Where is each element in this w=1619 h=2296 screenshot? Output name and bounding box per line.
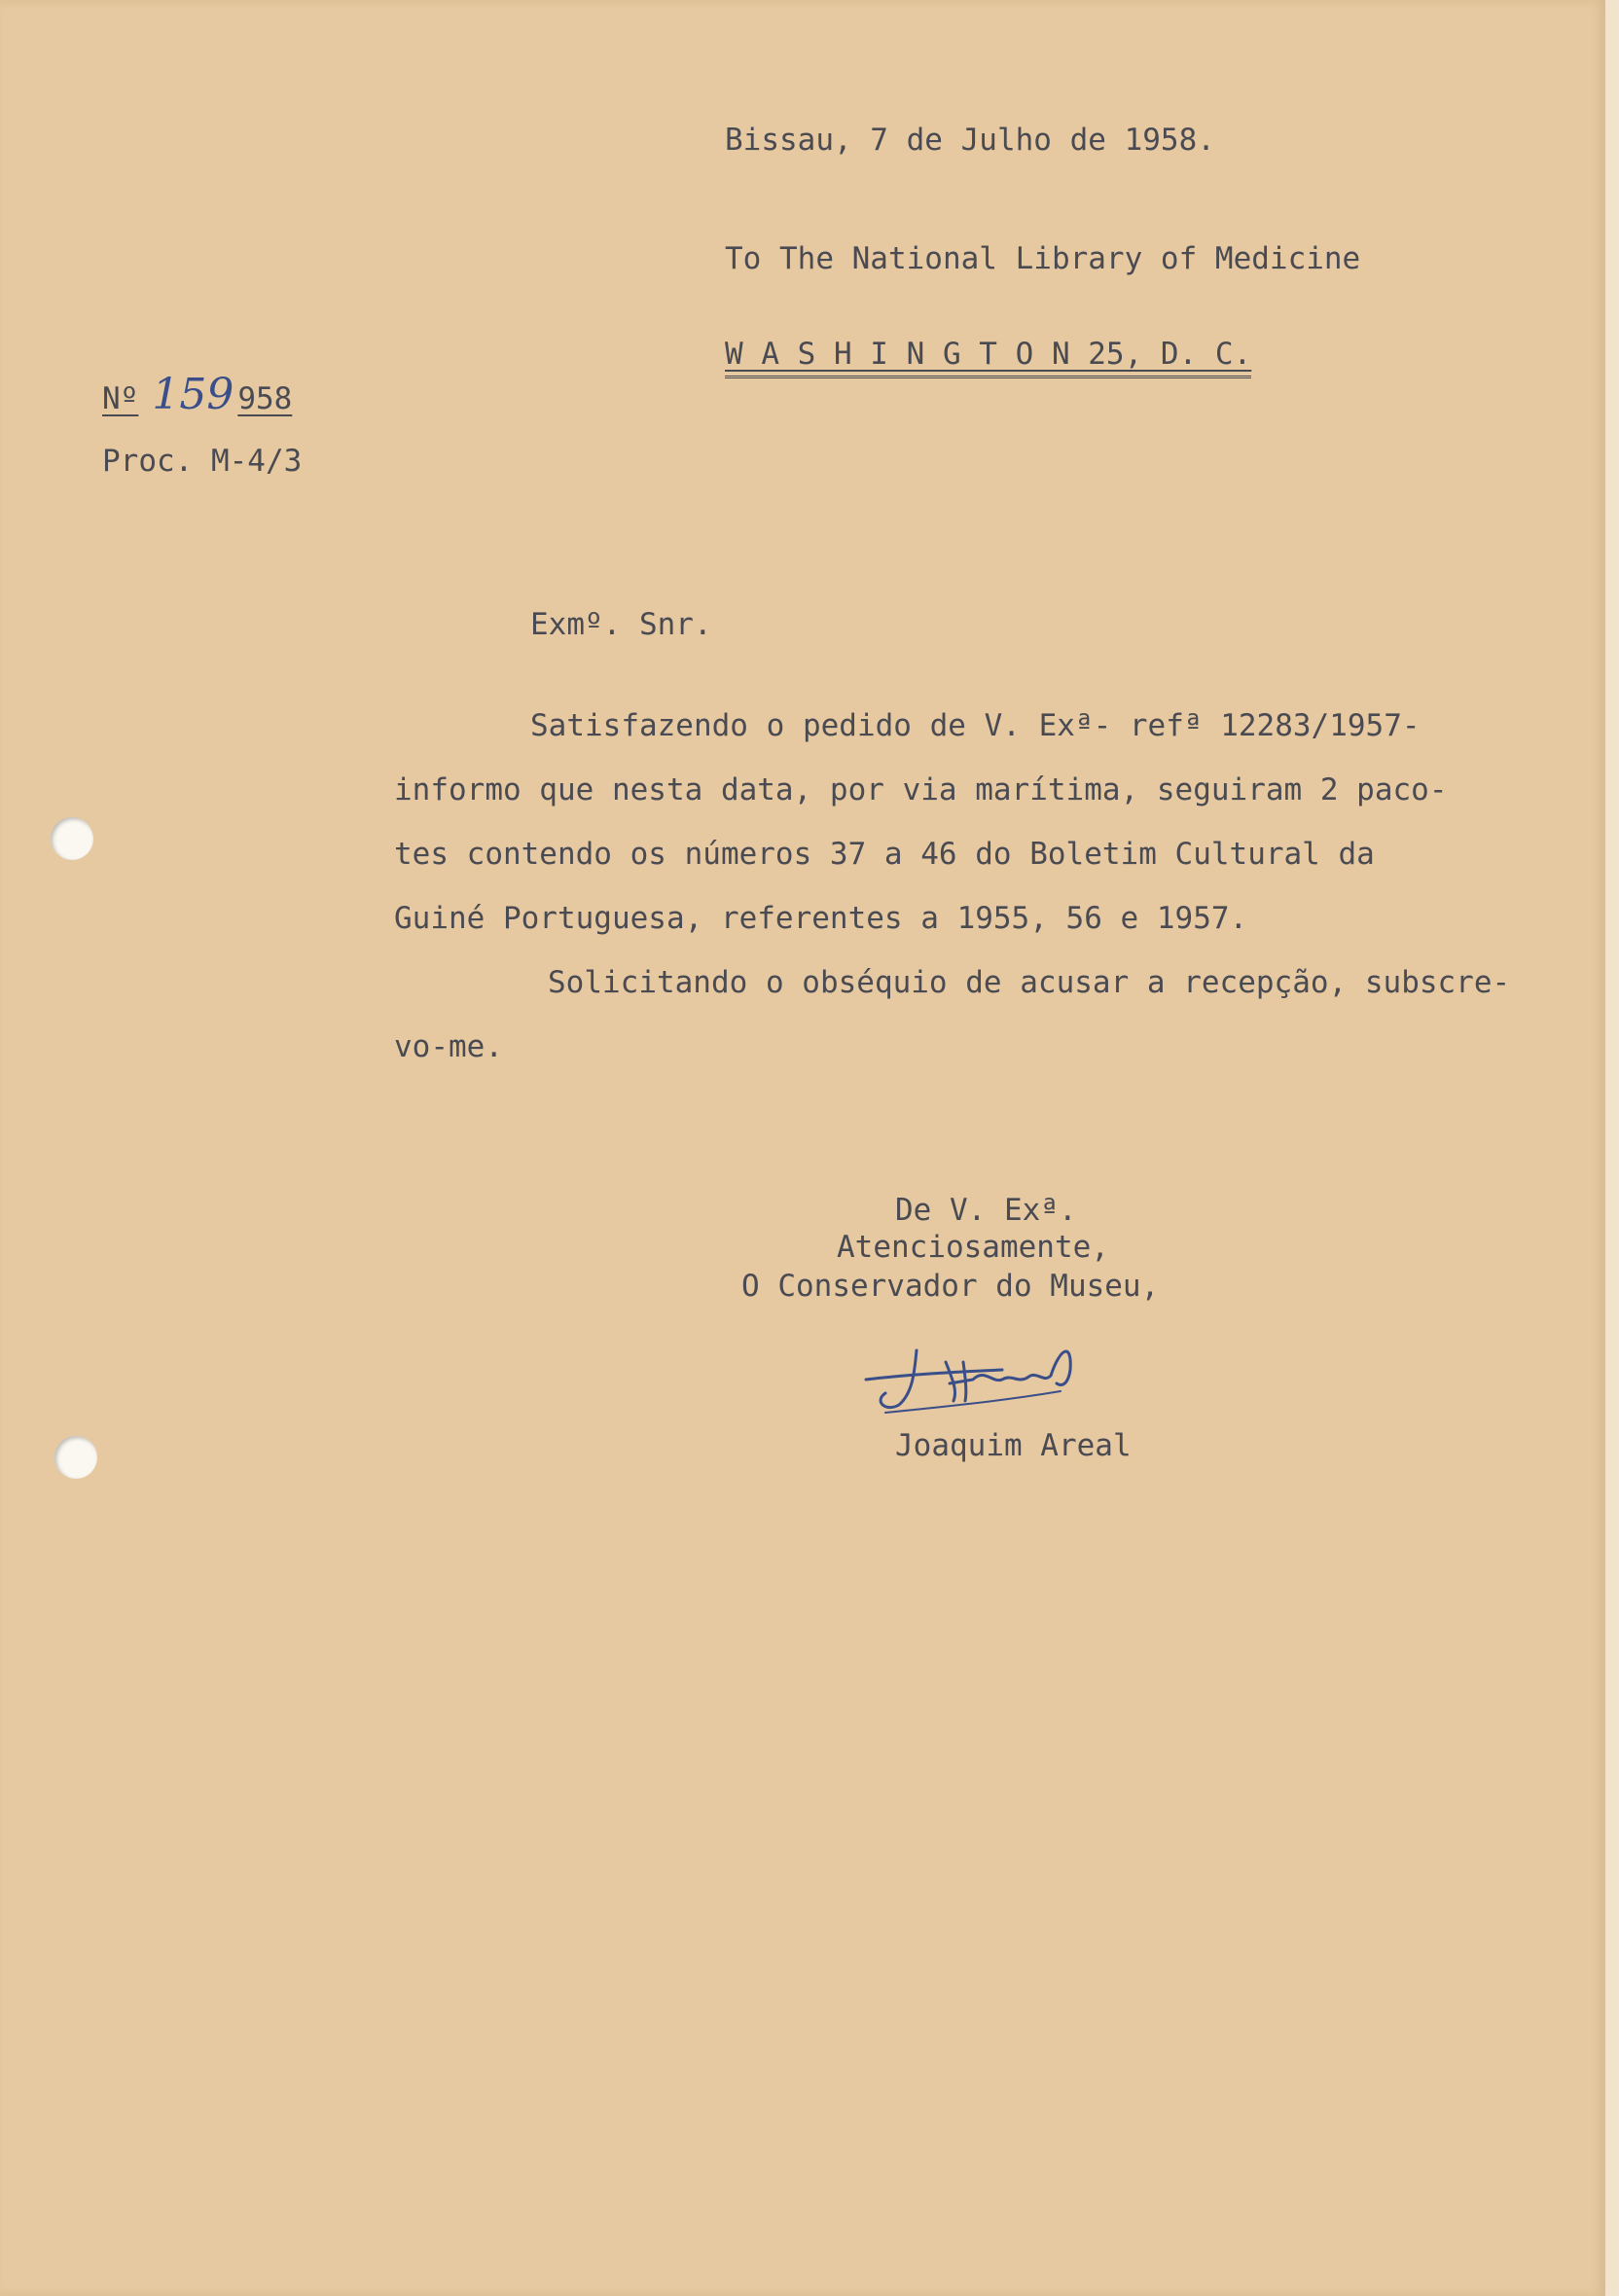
body-line: vo-me. <box>394 1029 503 1064</box>
process-reference: Proc. M-4/3 <box>102 444 303 479</box>
punch-hole <box>54 1436 97 1479</box>
body-line: Guiné Portuguesa, referentes a 1955, 56 e 1957. <box>394 901 1248 936</box>
page-edge <box>1605 0 1619 2296</box>
salutation: Exmº. Snr. <box>530 607 712 642</box>
body-line: Satisfazendo o pedido de V. Exª- refª 12283/1957- <box>530 708 1421 743</box>
date-line: Bissau, 7 de Julho de 1958. <box>725 123 1215 158</box>
closing-line: Atenciosamente, <box>837 1230 1109 1265</box>
signatory-name: Joaquim Areal <box>895 1428 1132 1463</box>
signature <box>856 1323 1158 1420</box>
reference-number-year: 958 <box>237 381 293 416</box>
reference-number-handwritten: 159 <box>152 370 234 419</box>
reference-number <box>102 370 292 419</box>
reference-number-label: Nº <box>102 381 139 416</box>
punch-hole <box>51 817 93 860</box>
recipient-line: To The National Library of Medicine <box>725 241 1361 276</box>
closing-line: De V. Exª. <box>895 1193 1077 1228</box>
closing-line: O Conservador do Museu, <box>741 1269 1160 1304</box>
body-line: tes contendo os números 37 a 46 do Boletim Cultural da <box>394 837 1375 872</box>
recipient-city: W A S H I N G T O N 25, D. C. <box>725 335 1251 378</box>
body-line: informo que nesta data, por via marítima, seguiram 2 paco- <box>394 772 1448 807</box>
body-line: Solicitando o obséquio de acusar a recepção, subscre- <box>548 965 1511 1000</box>
